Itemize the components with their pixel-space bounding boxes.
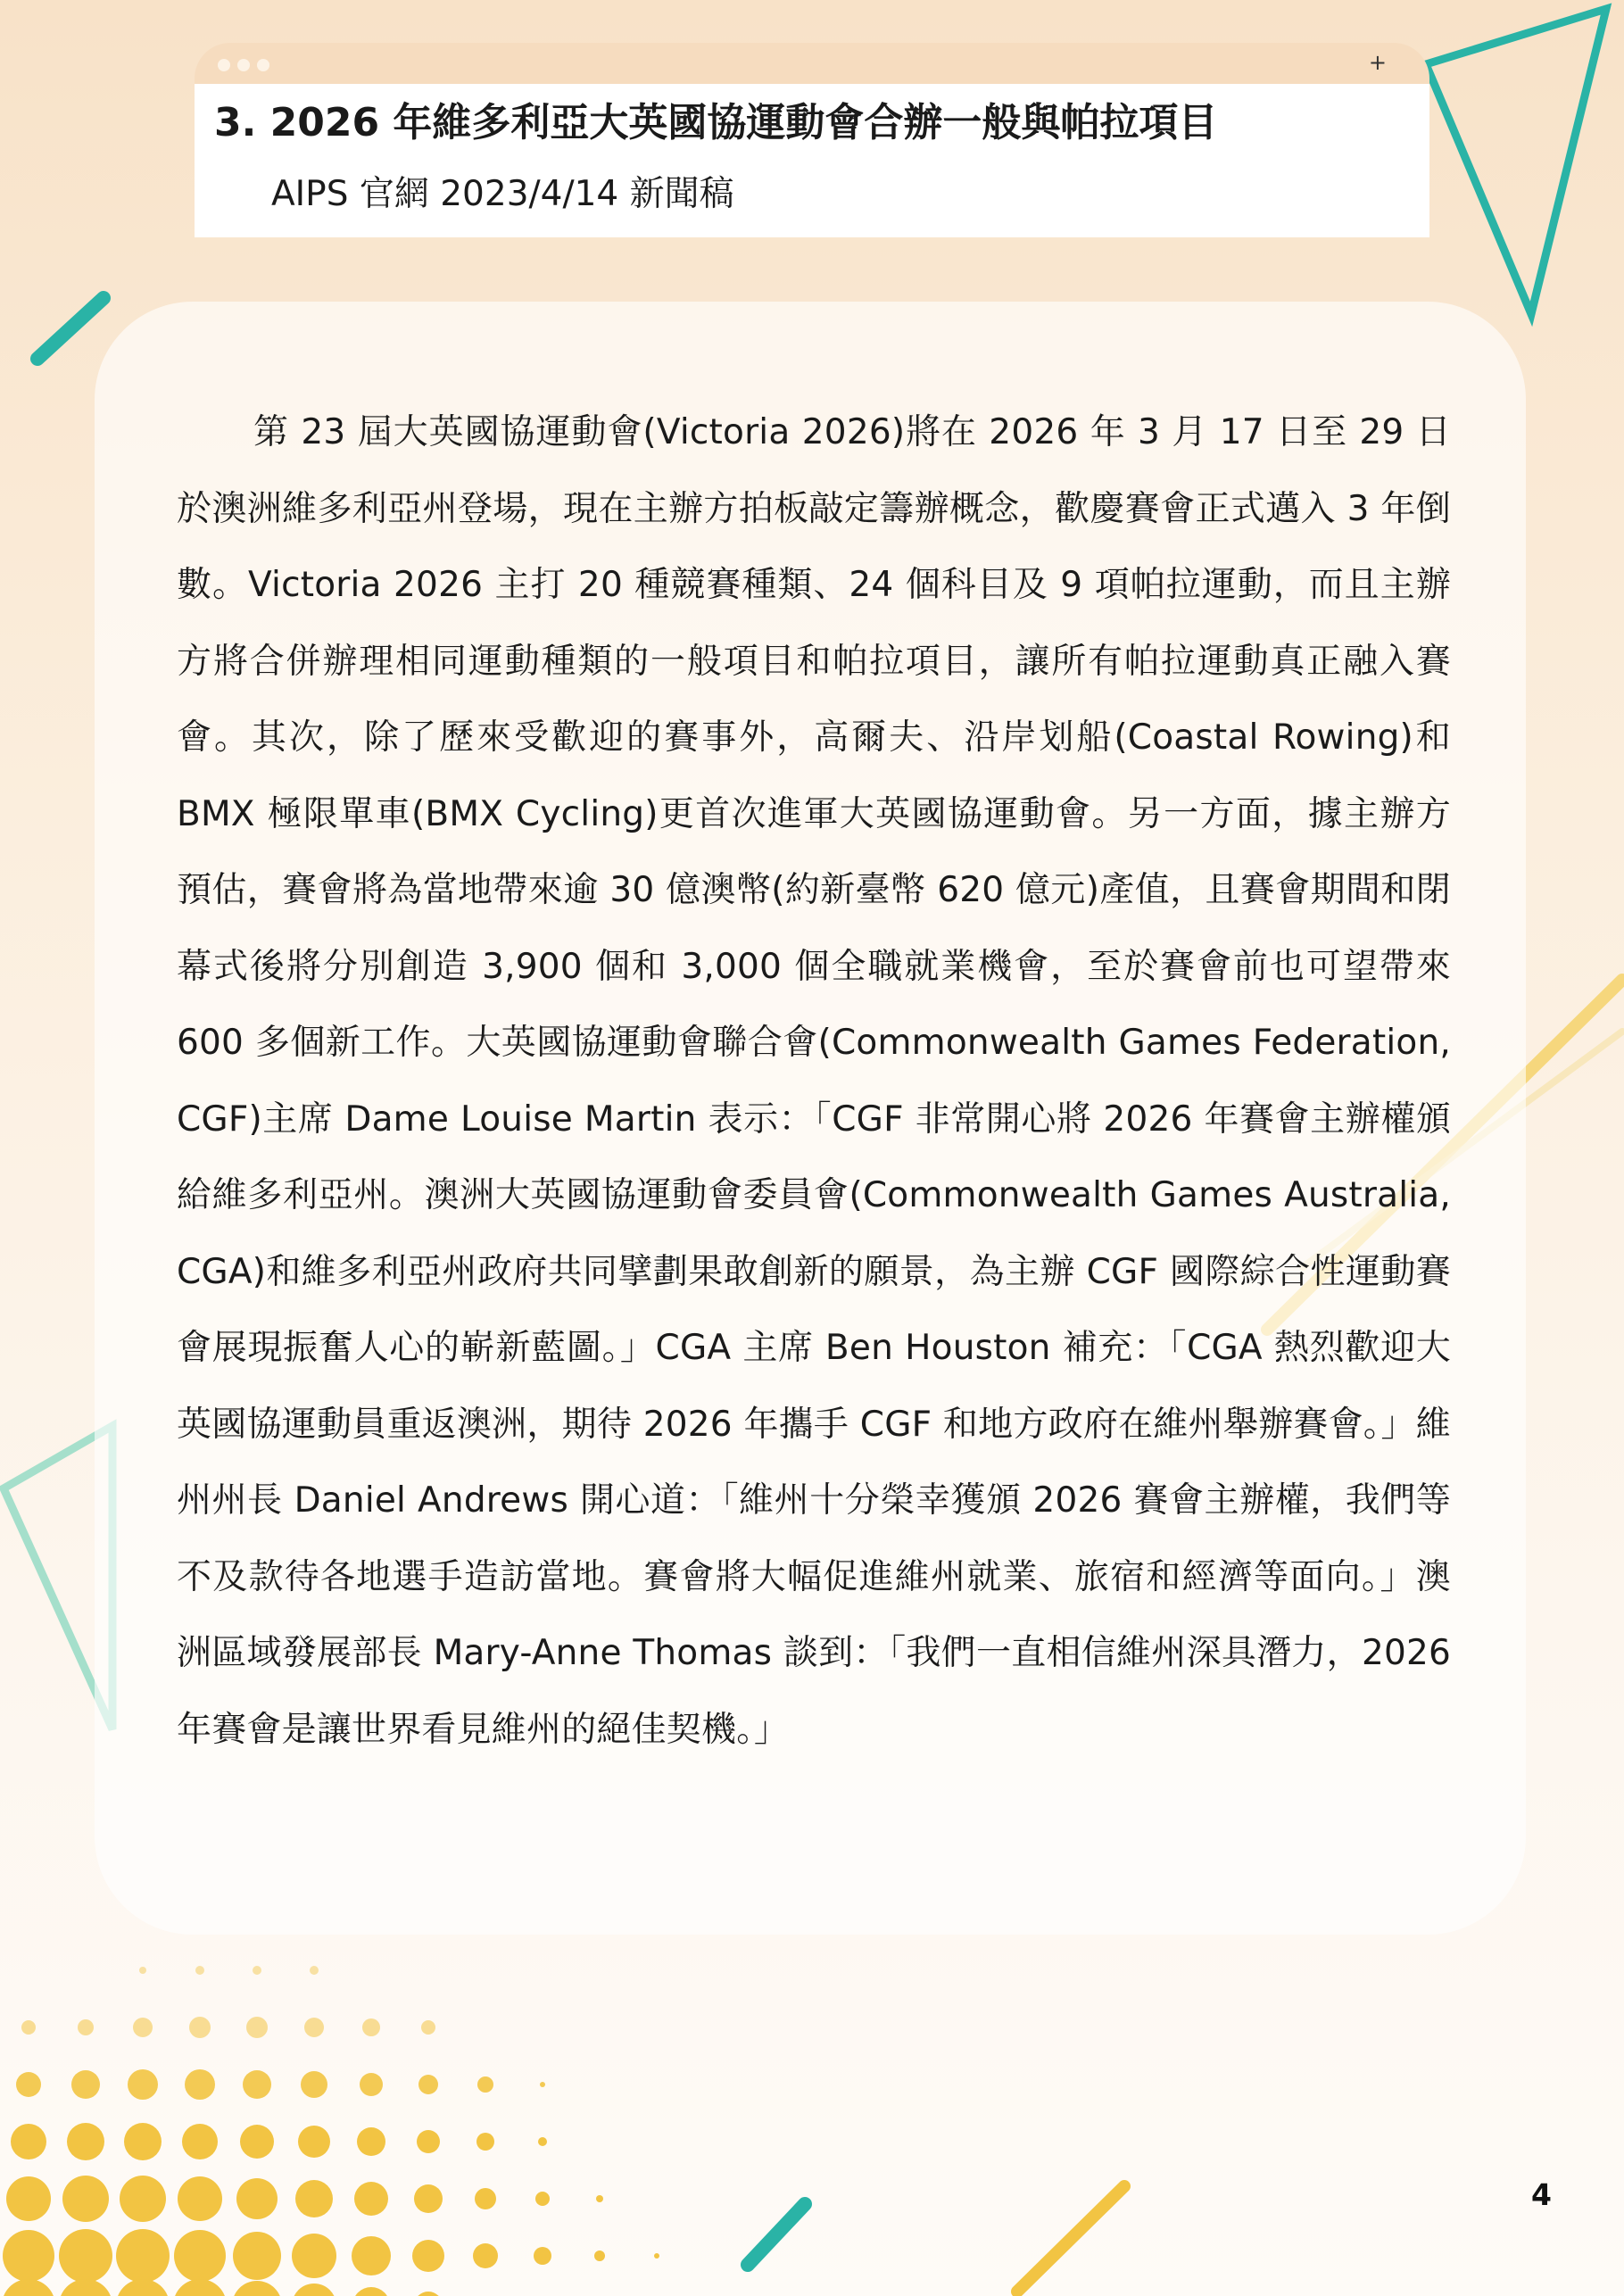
halftone-dot <box>2 2279 55 2296</box>
halftone-dot <box>174 2230 226 2282</box>
halftone-dot <box>421 2020 435 2035</box>
halftone-dot <box>412 2240 444 2272</box>
halftone-dot <box>414 2292 443 2296</box>
halftone-dot <box>243 2070 271 2099</box>
yellow-stripe-bottom <box>1017 2186 1124 2292</box>
halftone-dot <box>3 2230 54 2282</box>
halftone-dot <box>195 1966 204 1975</box>
halftone-dot <box>304 2018 324 2037</box>
halftone-dot <box>16 2072 41 2097</box>
halftone-dot <box>354 2182 388 2216</box>
halftone-dot <box>360 2073 383 2096</box>
yellow-halftone-dots-icon <box>2 1966 659 2296</box>
page-number: 4 <box>1531 2177 1552 2212</box>
halftone-dot <box>477 2076 493 2093</box>
halftone-dot <box>654 2253 659 2259</box>
halftone-dot <box>295 2180 333 2217</box>
halftone-dot <box>476 2133 494 2151</box>
halftone-dot <box>173 2279 227 2296</box>
halftone-dot <box>540 2082 545 2087</box>
halftone-dot <box>301 2071 327 2098</box>
page-title: 3. 2026 年維多利亞大英國協運動會合辦一般與帕拉項目 <box>214 100 1218 145</box>
halftone-dot <box>120 2176 166 2222</box>
title-window <box>195 43 1429 237</box>
halftone-dot <box>310 1966 319 1975</box>
halftone-dot <box>233 2232 281 2280</box>
halftone-dot <box>59 2279 112 2296</box>
article-body: 第 23 屆大英國協運動會(Victoria 2026)將在 2026 年 3 月 17 日至 29 日於澳洲維多利亞州登場，現在主辦方拍板敲定籌辦概念，歡慶賽會正式邁入 3 年倒數。Victoria 2026 主打 20 種競賽種類、24 個科目及 9 項帕拉運動，而且主辦方將合併辦理相同運動種類的一般項目和帕拉項目，讓所有帕拉運動真正融入賽會。其次，除了歷來受歡迎的賽事外，高爾夫、沿岸划船(Coastal Rowing)和 BMX 極限單車(BMX Cycling)更首次進軍大英國協運動會。另一方面，據主辦方預估，賽會將為當地帶來逾 30 億澳幣(約新臺幣 620 億元)產值，且賽會期間和閉幕式後將分別創造 3,900 個和 3,000 個全職就業機會，至於賽會前也可望帶來 600 多個新工作。大英國協運動會聯合會(Commonwealth Games Federation, CGF)主席 Dame Louise Martin 表示：「CGF 非常開心將 2026 年賽會主辦權頒給維多利亞州。澳洲大英國協運動會委員會(Commonwealth Games Australia, CGA)和維多利亞州政府共同擘劃果敢創新的願景，為主辦 CGF 國際綜合性運動賽會展現振奮人心的嶄新藍圖。」CGA 主席 Ben Houston 補充：「CGA 熱烈歡迎大英國協運動員重返澳洲，期待 2026 年攜手 CGF 和地方政府在維州舉辦賽會。」維州州長 Daniel Andrews 開心道：「維州十分榮幸獲頒 2026 賽會主辦權，我們等不及款待各地選手造訪當地。賽會將大幅促進維州就業、旅宿和經濟等面向。」澳洲區域發展部長 Mary-Anne Thomas 談到：「我們一直相信維州深具潛力，2026 年賽會是讓世界看見維州的絕佳契機。」 <box>177 412 1451 1750</box>
teal-dash-top <box>37 298 104 359</box>
halftone-dot <box>178 2176 222 2221</box>
halftone-dot <box>116 2279 170 2296</box>
halftone-dot <box>232 2281 282 2296</box>
halftone-dot <box>67 2123 104 2160</box>
halftone-dot <box>352 2287 390 2296</box>
halftone-dot <box>535 2192 550 2206</box>
halftone-dot <box>292 2234 336 2278</box>
halftone-dot <box>62 2176 109 2222</box>
window-dot-icon <box>218 59 230 71</box>
halftone-dot <box>128 2069 158 2100</box>
halftone-dot <box>362 2018 380 2036</box>
halftone-dot <box>59 2229 112 2283</box>
halftone-dot <box>253 1966 261 1975</box>
halftone-dot <box>538 2137 547 2146</box>
halftone-dot <box>240 2125 274 2159</box>
halftone-dot <box>418 2075 438 2094</box>
halftone-dot <box>357 2127 385 2156</box>
halftone-dot <box>78 2019 94 2035</box>
halftone-dot <box>21 2020 36 2035</box>
halftone-dot <box>352 2236 391 2275</box>
halftone-dot <box>596 2195 603 2202</box>
halftone-dot <box>182 2124 218 2159</box>
halftone-dot <box>185 2069 215 2100</box>
halftone-dot <box>189 2017 211 2038</box>
halftone-dot <box>475 2188 496 2209</box>
halftone-dot <box>139 1967 146 1974</box>
plus-icon: + <box>1368 50 1387 75</box>
halftone-dot <box>414 2184 443 2213</box>
halftone-dot <box>473 2243 498 2268</box>
halftone-dot <box>534 2247 551 2265</box>
halftone-dot <box>417 2130 440 2153</box>
halftone-dot <box>6 2176 51 2221</box>
halftone-dot <box>11 2124 46 2159</box>
page-subtitle: AIPS 官網 2023/4/14 新聞稿 <box>271 174 734 214</box>
halftone-dot <box>594 2250 605 2261</box>
halftone-dot <box>71 2070 100 2099</box>
window-dot-icon <box>237 59 250 71</box>
teal-dash-bottom <box>748 2204 805 2265</box>
halftone-dot <box>116 2229 170 2283</box>
teal-triangle-icon <box>1426 9 1606 314</box>
halftone-dot <box>246 2017 268 2038</box>
window-dot-icon <box>257 59 269 71</box>
halftone-dot <box>133 2018 153 2037</box>
halftone-dot <box>236 2178 278 2219</box>
title-window-bar <box>195 43 1429 84</box>
halftone-dot <box>298 2126 330 2158</box>
halftone-dot <box>292 2284 336 2296</box>
halftone-dot <box>124 2123 162 2160</box>
